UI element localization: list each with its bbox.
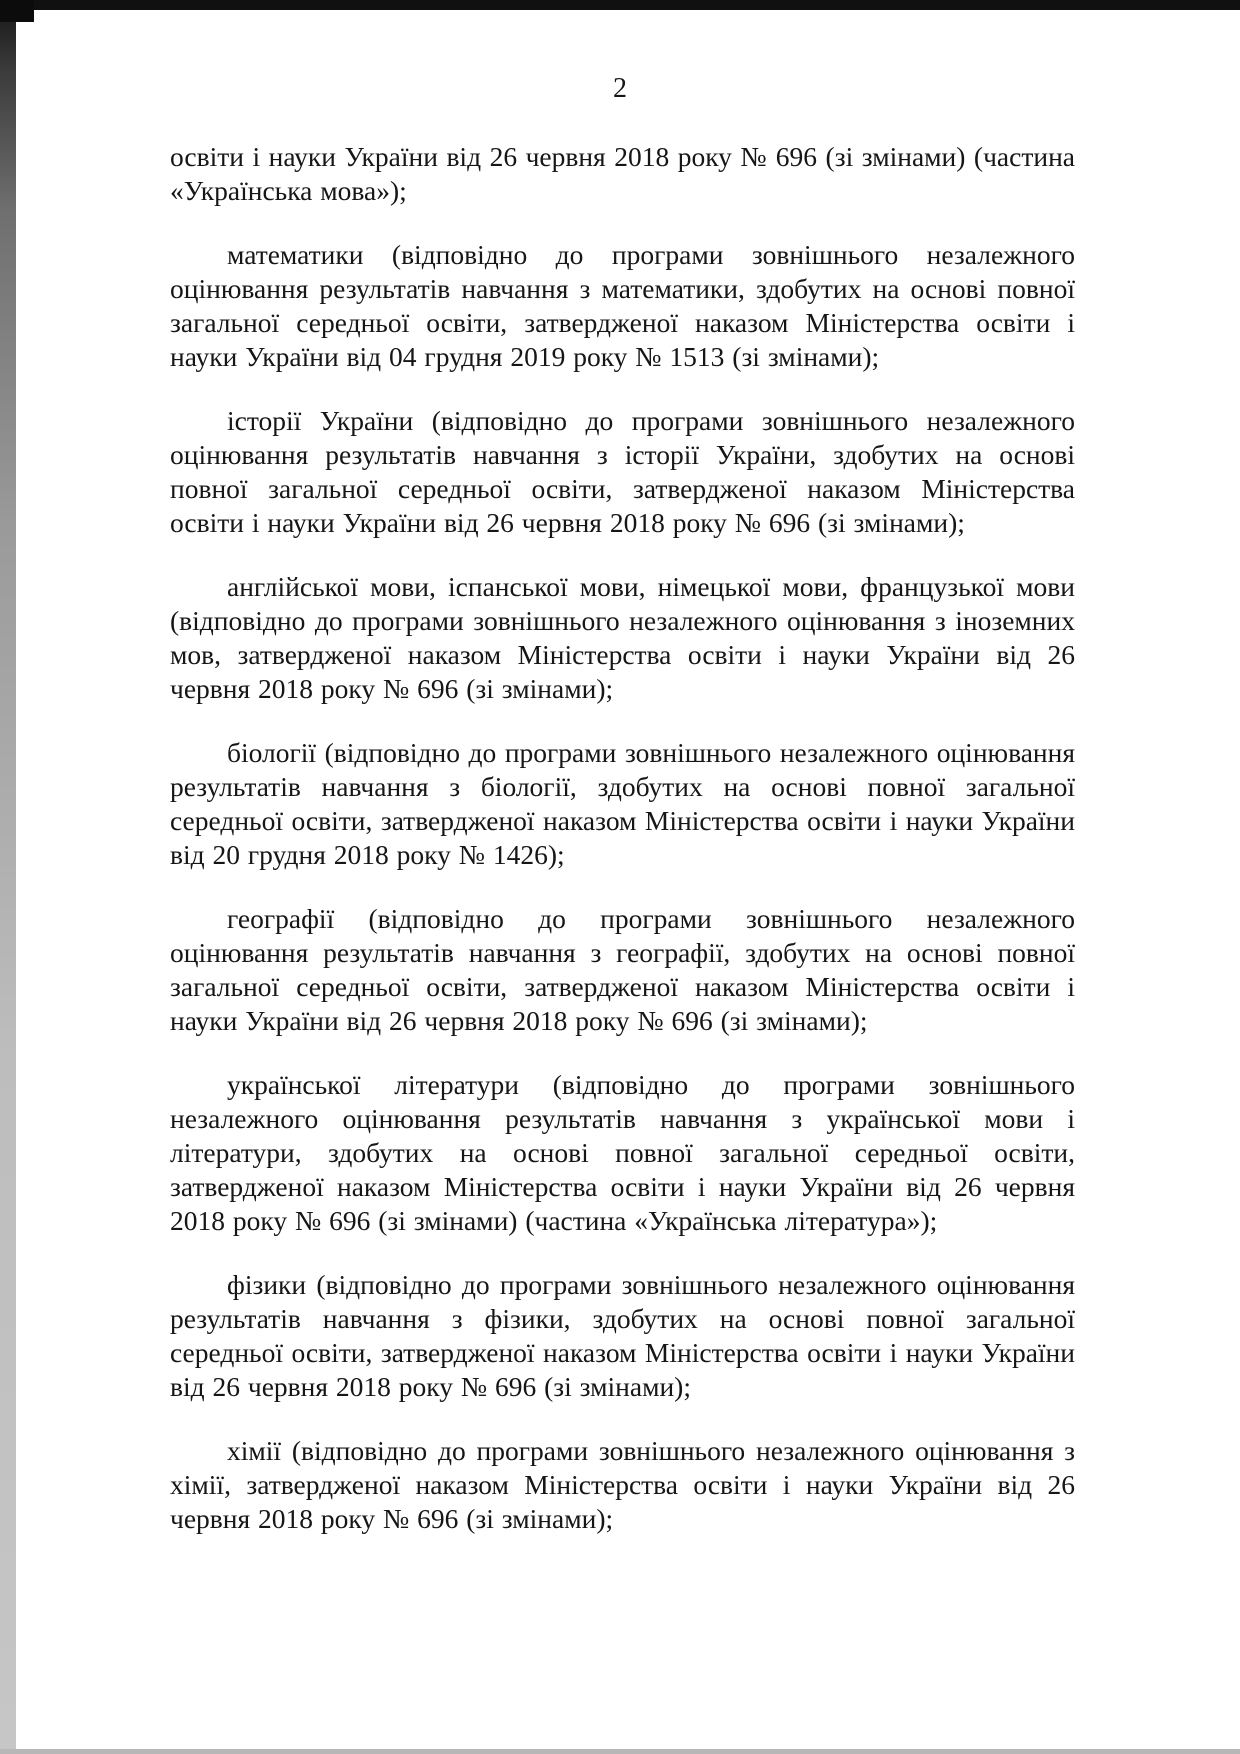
paragraph: історії України (відповідно до програми зовнішнього незалежного оцінювання результатів навчання з історії України, здобутих на основі повної загальної середньої освіти, затвердженої наказом Міністерства освіти і науки України від 26 червня 2018 року № 696 (зі змінами); <box>170 405 1075 538</box>
scan-top-edge-artifact <box>0 0 1240 10</box>
paragraph: хімії (відповідно до програми зовнішнього незалежного оцінювання з хімії, затвердженої наказом Міністерства освіти і науки України від 26 червня 2018 року № 696 (зі змінами); <box>170 1435 1075 1534</box>
scan-bottom-edge-artifact <box>0 1749 1240 1754</box>
page-number: 2 <box>613 73 627 104</box>
document-body <box>170 140 1075 1566</box>
scan-corner-artifact <box>0 0 34 22</box>
paragraph: біології (відповідно до програми зовнішнього незалежного оцінювання результатів навчання з біології, здобутих на основі повної загальної середньої освіти, затвердженої наказом Міністерства освіти і науки України від 20 грудня 2018 року № 1426); <box>170 737 1075 870</box>
paragraph: математики (відповідно до програми зовнішнього незалежного оцінювання результатів навчання з математики, здобутих на основі повної загальної середньої освіти, затвердженої наказом Міністерства освіти і науки України від 04 грудня 2019 року № 1513 (зі змінами); <box>170 239 1075 372</box>
paragraph: географії (відповідно до програми зовнішнього незалежного оцінювання результатів навчання з географії, здобутих на основі повної загальної середньої освіти, затвердженої наказом Міністерства освіти і науки України від 26 червня 2018 року № 696 (зі змінами); <box>170 903 1075 1036</box>
paragraph: англійської мови, іспанської мови, німецької мови, французької мови (відповідно до програми зовнішнього незалежного оцінювання з іноземних мов, затвердженої наказом Міністерства освіти і науки України від 26 червня 2018 року № 696 (зі змінами); <box>170 571 1075 704</box>
scan-left-edge-artifact <box>0 0 16 1754</box>
paragraph: української літератури (відповідно до програми зовнішнього незалежного оцінювання результатів навчання з української мови і літератури, здобутих на основі повної загальної середньої освіти, затвердженої наказом Міністерства освіти і науки України від 26 червня 2018 року № 696 (зі змінами) (частина «Українська література»); <box>170 1069 1075 1236</box>
paragraph: фізики (відповідно до програми зовнішнього незалежного оцінювання результатів навчання з фізики, здобутих на основі повної загальної середньої освіти, затвердженої наказом Міністерства освіти і науки України від 26 червня 2018 року № 696 (зі змінами); <box>170 1269 1075 1402</box>
paragraph: освіти і науки України від 26 червня 2018 року № 696 (зі змінами) (частина «Українська мова»); <box>170 141 1075 206</box>
